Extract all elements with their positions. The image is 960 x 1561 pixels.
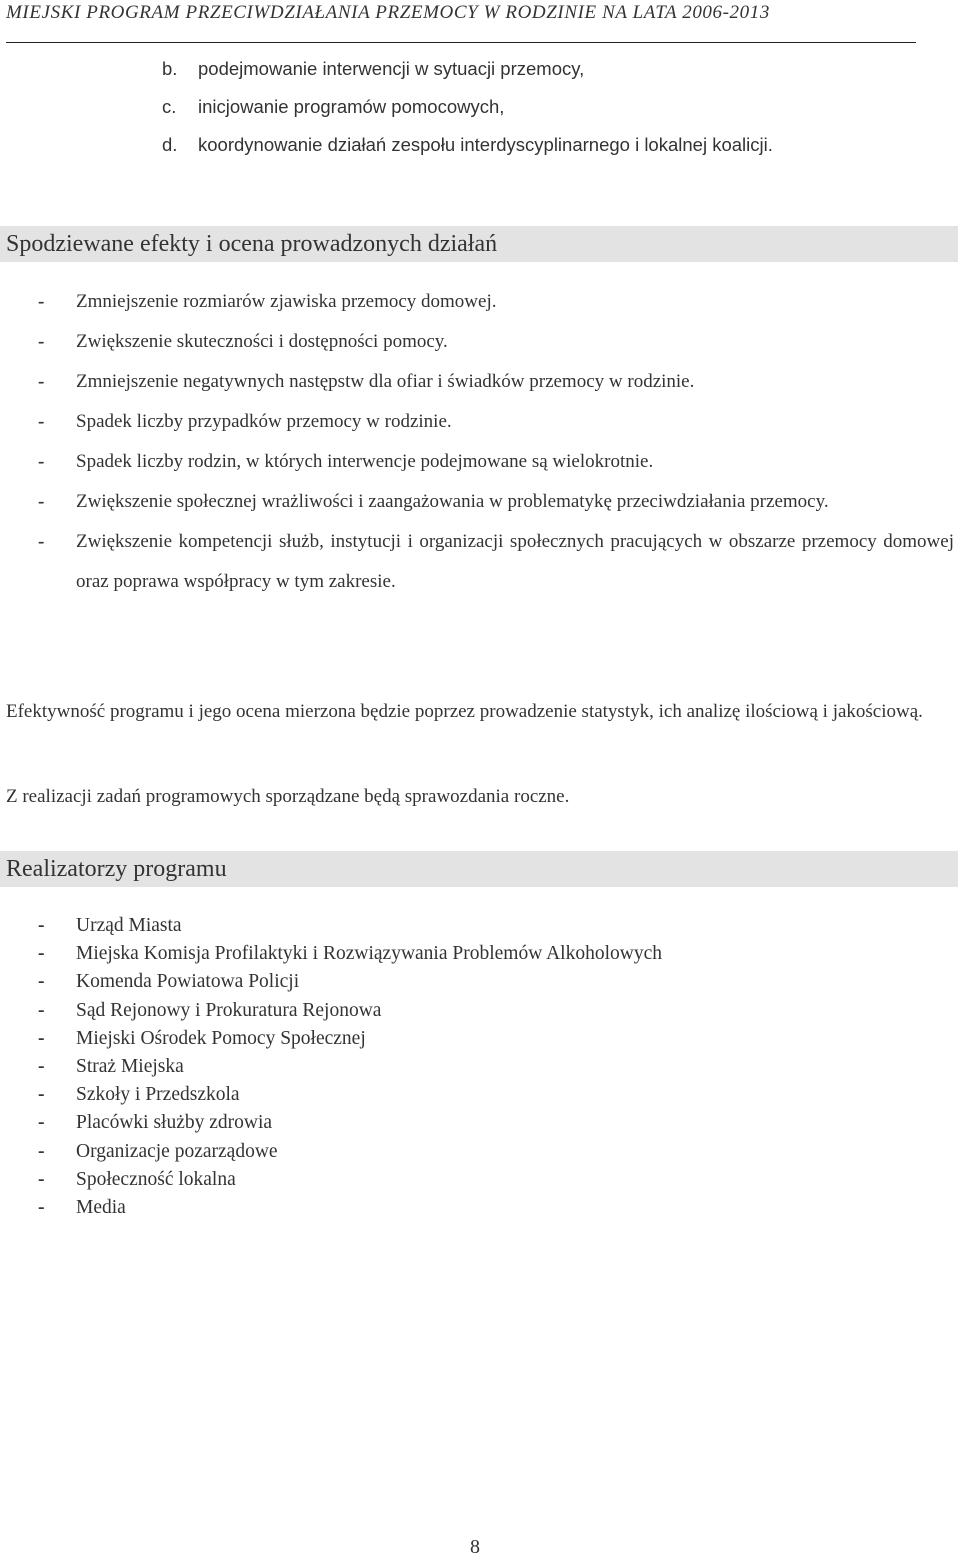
- list-item: [0, 997, 662, 1025]
- header-rule: [6, 42, 916, 43]
- list-item: [0, 1053, 662, 1081]
- list-item: [0, 912, 662, 940]
- list-item: [0, 442, 960, 482]
- list-bullet: -: [38, 1027, 45, 1049]
- list-bullet: -: [38, 371, 45, 392]
- list-item-text: Zwiększenie kompetencji służb, instytucji i organizacji społecznych pracujących w obszarze przemocy domowej oraz poprawa współpracy w tym zakresie.: [76, 531, 954, 592]
- list-item: [0, 1109, 662, 1137]
- list-bullet: -: [38, 1084, 45, 1106]
- list-item-text: Spadek liczby przypadków przemocy w rodzinie.: [76, 411, 452, 432]
- list-item-text: Urząd Miasta: [76, 915, 182, 936]
- list-item: [0, 1166, 662, 1194]
- list-item-text: Społeczność lokalna: [76, 1168, 236, 1190]
- list-marker: b.: [162, 58, 178, 79]
- list-bullet: -: [38, 971, 45, 993]
- list-bullet: -: [38, 1112, 45, 1134]
- list-bullet: -: [38, 943, 45, 965]
- list-item-text: Straż Miejska: [76, 1055, 184, 1077]
- evaluation-paragraph: Efektywność programu i jego ocena mierzona będzie poprzez prowadzenie statystyk, ich analizę ilościową i jakościową.: [6, 701, 923, 722]
- effects-section-heading: Spodziewane efekty i ocena prowadzonych działań: [0, 226, 958, 262]
- list-item: [0, 282, 960, 322]
- list-bullet: -: [38, 531, 45, 552]
- list-bullet: -: [38, 1196, 45, 1218]
- list-item-text: Szkoły i Przedszkola: [76, 1084, 240, 1106]
- list-item: [162, 90, 773, 128]
- page-header: [6, 0, 916, 24]
- list-item: [0, 1025, 662, 1053]
- list-bullet: -: [38, 491, 45, 512]
- list-item-text: Spadek liczby rodzin, w których interwencje podejmowane są wielokrotnie.: [76, 451, 654, 472]
- page-number: 8: [470, 1536, 480, 1558]
- list-item: [162, 128, 773, 166]
- list-item-text: Zmniejszenie negatywnych następstw dla ofiar i świadków przemocy w rodzinie.: [76, 371, 695, 392]
- list-item-text: Placówki służby zdrowia: [76, 1112, 273, 1134]
- list-marker: c.: [162, 96, 177, 117]
- list-item: [0, 1081, 662, 1109]
- list-item: [0, 482, 960, 522]
- list-item: [0, 1194, 662, 1222]
- list-bullet: -: [38, 331, 45, 352]
- list-bullet: -: [38, 411, 45, 432]
- list-item-text: Komenda Powiatowa Policji: [76, 971, 300, 993]
- list-item: [0, 402, 960, 442]
- list-item-text: Miejski Ośrodek Pomocy Społecznej: [76, 1027, 366, 1049]
- list-bullet: -: [38, 451, 45, 472]
- list-item: [0, 362, 960, 402]
- list-item: [0, 522, 960, 602]
- list-bullet: -: [38, 1055, 45, 1077]
- list-item: [0, 322, 960, 362]
- actors-list: [0, 912, 662, 1222]
- list-item: [0, 968, 662, 996]
- list-item-text: podejmowanie interwencji w sytuacji przemocy,: [198, 58, 585, 79]
- list-item-text: Media: [76, 1196, 126, 1218]
- list-item-text: koordynowanie działań zespołu interdyscyplinarnego i lokalnej koalicji.: [198, 134, 773, 155]
- list-item-text: Organizacje pozarządowe: [76, 1140, 278, 1162]
- list-item-text: Miejska Komisja Profilaktyki i Rozwiązywania Problemów Alkoholowych: [76, 943, 662, 965]
- list-item: [0, 940, 662, 968]
- list-item-text: Zwiększenie skuteczności i dostępności pomocy.: [76, 331, 448, 352]
- list-bullet: -: [38, 1168, 45, 1190]
- list-item-text: Zmniejszenie rozmiarów zjawiska przemocy domowej.: [76, 291, 497, 312]
- reporting-paragraph: Z realizacji zadań programowych sporządzane będą sprawozdania roczne.: [6, 786, 570, 807]
- list-item-text: Sąd Rejonowy i Prokuratura Rejonowa: [76, 999, 382, 1021]
- actors-section-heading: Realizatorzy programu: [0, 851, 958, 887]
- list-marker: d.: [162, 134, 178, 155]
- list-item-text: Zwiększenie społecznej wrażliwości i zaangażowania w problematykę przeciwdziałania przemocy.: [76, 491, 829, 512]
- effects-list: [0, 282, 960, 602]
- list-item-text: inicjowanie programów pomocowych,: [198, 96, 505, 117]
- list-bullet: -: [38, 1140, 45, 1162]
- list-item: [162, 52, 773, 90]
- list-item: [0, 1138, 662, 1166]
- list-bullet: -: [38, 915, 45, 936]
- document-title: MIEJSKI PROGRAM PRZECIWDZIAŁANIA PRZEMOCY W RODZINIE NA LATA 2006-2013: [6, 2, 770, 23]
- list-bullet: -: [38, 291, 45, 312]
- tasks-continued-list: [162, 52, 773, 166]
- list-bullet: -: [38, 999, 45, 1021]
